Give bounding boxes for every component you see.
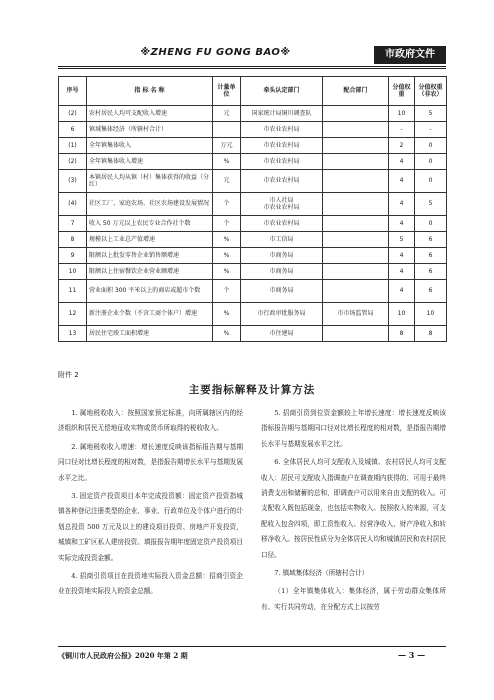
indicator-name: 社区工厂、家庭农场、社区农场建设发展情况 bbox=[87, 193, 213, 216]
section-badge: 市政府文件 bbox=[374, 46, 446, 64]
unit: 个 bbox=[213, 216, 241, 232]
row-number: (3) bbox=[59, 170, 87, 193]
lead-department: 市农业农村局 bbox=[241, 216, 323, 232]
weight-nonfarm: 0 bbox=[415, 170, 447, 193]
row-number: 10 bbox=[59, 264, 87, 280]
weight-nonfarm: 6 bbox=[415, 248, 447, 264]
row-number: (2) bbox=[59, 106, 87, 122]
lead-department: 市商务局 bbox=[241, 264, 323, 280]
table-row bbox=[59, 232, 447, 248]
weight-nonfarm: - bbox=[415, 122, 447, 138]
weight: 4 bbox=[389, 193, 415, 216]
cooperating-department bbox=[323, 193, 389, 216]
weight-nonfarm: 6 bbox=[415, 232, 447, 248]
unit: 元 bbox=[213, 106, 241, 122]
header-rule bbox=[58, 66, 446, 67]
left-column bbox=[58, 406, 243, 603]
weight-nonfarm: 6 bbox=[415, 280, 447, 303]
table-row bbox=[59, 193, 447, 216]
unit: 元 bbox=[213, 170, 241, 193]
unit: % bbox=[213, 248, 241, 264]
row-number: 13 bbox=[59, 326, 87, 342]
footer-publication: 《铜川市人民政府公报》2020 年第 2 期 bbox=[58, 651, 188, 660]
page-number: — 3 — bbox=[398, 650, 426, 660]
lead-department: 市行政审批服务局 bbox=[241, 303, 323, 326]
lead-department: 市商务局 bbox=[241, 280, 323, 303]
indicator-name: 限额以上批发零售企业销售额增速 bbox=[87, 248, 213, 264]
header-unit: 计量单位 bbox=[213, 77, 241, 106]
lead-department: 市农业农村局 bbox=[241, 138, 323, 154]
row-number: (1) bbox=[59, 138, 87, 154]
weight-nonfarm: 6 bbox=[415, 264, 447, 280]
row-number: (2) bbox=[59, 154, 87, 170]
cooperating-department bbox=[323, 326, 389, 342]
header-rule-secondary bbox=[58, 68, 446, 69]
header-weight-nonfarm: 分值权重（非农） bbox=[415, 77, 447, 106]
lead-department: 市农业农村局 bbox=[241, 122, 323, 138]
weight: 4 bbox=[389, 216, 415, 232]
table-row bbox=[59, 303, 447, 326]
weight: 4 bbox=[389, 264, 415, 280]
table-header-row bbox=[59, 77, 447, 106]
cooperating-department bbox=[323, 280, 389, 303]
weight-nonfarm: 0 bbox=[415, 154, 447, 170]
weight: 4 bbox=[389, 170, 415, 193]
header-no: 序号 bbox=[59, 77, 87, 106]
header-lead-dept: 牵头认定部门 bbox=[241, 77, 323, 106]
weight: 8 bbox=[389, 326, 415, 342]
lead-department: 市住建局 bbox=[241, 326, 323, 342]
weight-nonfarm: 0 bbox=[415, 138, 447, 154]
unit: 万元 bbox=[213, 138, 241, 154]
unit: 个 bbox=[213, 193, 241, 216]
weight-nonfarm: 5 bbox=[415, 106, 447, 122]
row-number: 6 bbox=[59, 122, 87, 138]
weight-nonfarm: 10 bbox=[415, 303, 447, 326]
indicator-name: 全年镇集体收入增速 bbox=[87, 154, 213, 170]
right-column bbox=[261, 406, 446, 618]
weight-nonfarm: 8 bbox=[415, 326, 447, 342]
unit: % bbox=[213, 232, 241, 248]
gazette-title: ※ZHENG FU GONG BAO※ bbox=[140, 47, 291, 58]
row-number: 12 bbox=[59, 303, 87, 326]
cooperating-department bbox=[323, 264, 389, 280]
cooperating-department bbox=[323, 232, 389, 248]
unit: 个 bbox=[213, 280, 241, 303]
lead-department: 市农业农村局 bbox=[241, 154, 323, 170]
paragraph: 5. 招商引资到位资金额较上年增长速度：增长速度反映该指标报告期与基期同口径对比增长程度的相对数，是指报告期增长水平与基期发展水平之比。 bbox=[261, 409, 446, 448]
unit: % bbox=[213, 264, 241, 280]
indicator-table bbox=[58, 76, 447, 342]
paragraph: 2. 属地税收收入增速：增长速度反映该指标报告期与基期同口径对比增长程度的相对数，是指报告期增长水平与基期发展水平之比。 bbox=[58, 442, 243, 482]
weight: 10 bbox=[389, 303, 415, 326]
indicator-name: 本镇居民人均从镇（村）集体获得的收益（分红） bbox=[87, 170, 213, 193]
row-number: 9 bbox=[59, 248, 87, 264]
table-row bbox=[59, 216, 447, 232]
paragraph: （1）全年镇集体收入：集体经济，属于劳动群众集体所有、实行共同劳动，在分配方式上以按劳 bbox=[261, 587, 446, 611]
unit: % bbox=[213, 326, 241, 342]
footer-rule bbox=[58, 646, 446, 647]
table-row bbox=[59, 264, 447, 280]
table-row bbox=[59, 106, 447, 122]
table-row bbox=[59, 122, 447, 138]
paragraph: 4. 招商引资项目在投资地实际投入资金总额：招商引资企业在投资地实际投入的资金总额。 bbox=[58, 572, 243, 596]
header-name: 指 标 名 称 bbox=[87, 77, 213, 106]
page-header bbox=[58, 46, 446, 64]
lead-department: 市商务局 bbox=[241, 248, 323, 264]
paragraph: 1. 属地税收收入：按照国家预定标准，向所属辖区内的经济组织和居民无偿地征收实物或货币所取得的税收收入。 bbox=[58, 409, 243, 433]
weight: 4 bbox=[389, 248, 415, 264]
table-row bbox=[59, 170, 447, 193]
cooperating-department bbox=[323, 170, 389, 193]
lead-department: 国家统计局铜川调查队 bbox=[241, 106, 323, 122]
unit: % bbox=[213, 154, 241, 170]
indicator-name: 居民住宅竣工面积增速 bbox=[87, 326, 213, 342]
indicator-name: 营业面积 300 平米以上的商店或超市个数 bbox=[87, 280, 213, 303]
indicator-name: 规模以上工业总产值增速 bbox=[87, 232, 213, 248]
row-number: (4) bbox=[59, 193, 87, 216]
indicator-name: 镇域集体经济（所辖村合计） bbox=[87, 122, 213, 138]
weight: 4 bbox=[389, 280, 415, 303]
annex-title: 主要指标解释及计算方法 bbox=[188, 384, 316, 396]
table-row bbox=[59, 154, 447, 170]
indicator-name: 限额以上住宿餐饮企业营业额增速 bbox=[87, 264, 213, 280]
cooperating-department bbox=[323, 106, 389, 122]
table-row bbox=[59, 248, 447, 264]
weight: 5 bbox=[389, 232, 415, 248]
row-number: 11 bbox=[59, 280, 87, 303]
cooperating-department bbox=[323, 154, 389, 170]
paragraph: 3. 固定资产投资项目本年完成投资额：固定资产投资指城镇各种登记注册类型的企业、事业、行政单位及个体户进行的计划总投资 500 万元及以上的建设项目投资、房地产开发投资，城镇和工矿区私人建房投资。填报报告期年度固定资产投资项目实际完成投资金额。 bbox=[58, 492, 243, 562]
weight: 2 bbox=[389, 138, 415, 154]
indicator-name: 全年镇集体收入 bbox=[87, 138, 213, 154]
header-weight: 分值权重 bbox=[389, 77, 415, 106]
unit bbox=[213, 122, 241, 138]
indicator-name: 收入 50 万元以上农民专业合作社个数 bbox=[87, 216, 213, 232]
weight-nonfarm: 5 bbox=[415, 193, 447, 216]
paragraph: 7. 镇域集体经济（所辖村合计） bbox=[274, 569, 369, 578]
indicator-name: 新注册企业个数（不含工商个体户）增速 bbox=[87, 303, 213, 326]
weight: - bbox=[389, 122, 415, 138]
cooperating-department bbox=[323, 122, 389, 138]
row-number: 7 bbox=[59, 216, 87, 232]
weight-nonfarm: 0 bbox=[415, 216, 447, 232]
cooperating-department: 市市场监管局 bbox=[323, 303, 389, 326]
table-row bbox=[59, 326, 447, 342]
annex-label: 附件 2 bbox=[58, 371, 79, 379]
unit: % bbox=[213, 303, 241, 326]
lead-department: 市农业农村局 bbox=[241, 170, 323, 193]
table-row bbox=[59, 138, 447, 154]
indicator-name: 农村居民人均可支配收入增速 bbox=[87, 106, 213, 122]
weight: 10 bbox=[389, 106, 415, 122]
paragraph: 6. 全体居民人均可支配收入及城镇、农村居民人均可支配收入：居民可支配收入指调查户在调查期内获得的、可用于最终消费支出和储蓄的总和，即调查户可以用来自由支配的收入。可支配收入既包括现金，也包括实物收入。按照收入的来源，可支配收入包含四项，即工资性收入、经营净收入、财产净收入和转移净收入。按居民性质分为全体居民人均和城镇居民和农村居民口径。 bbox=[261, 458, 446, 559]
lead-department: 市工信局 bbox=[241, 232, 323, 248]
cooperating-department bbox=[323, 216, 389, 232]
table-row bbox=[59, 280, 447, 303]
weight: 4 bbox=[389, 154, 415, 170]
cooperating-department bbox=[323, 248, 389, 264]
header-coop-dept: 配合部门 bbox=[323, 77, 389, 106]
cooperating-department bbox=[323, 138, 389, 154]
row-number: 8 bbox=[59, 232, 87, 248]
lead-department: 市人社局 市农业农村局 bbox=[241, 193, 323, 216]
